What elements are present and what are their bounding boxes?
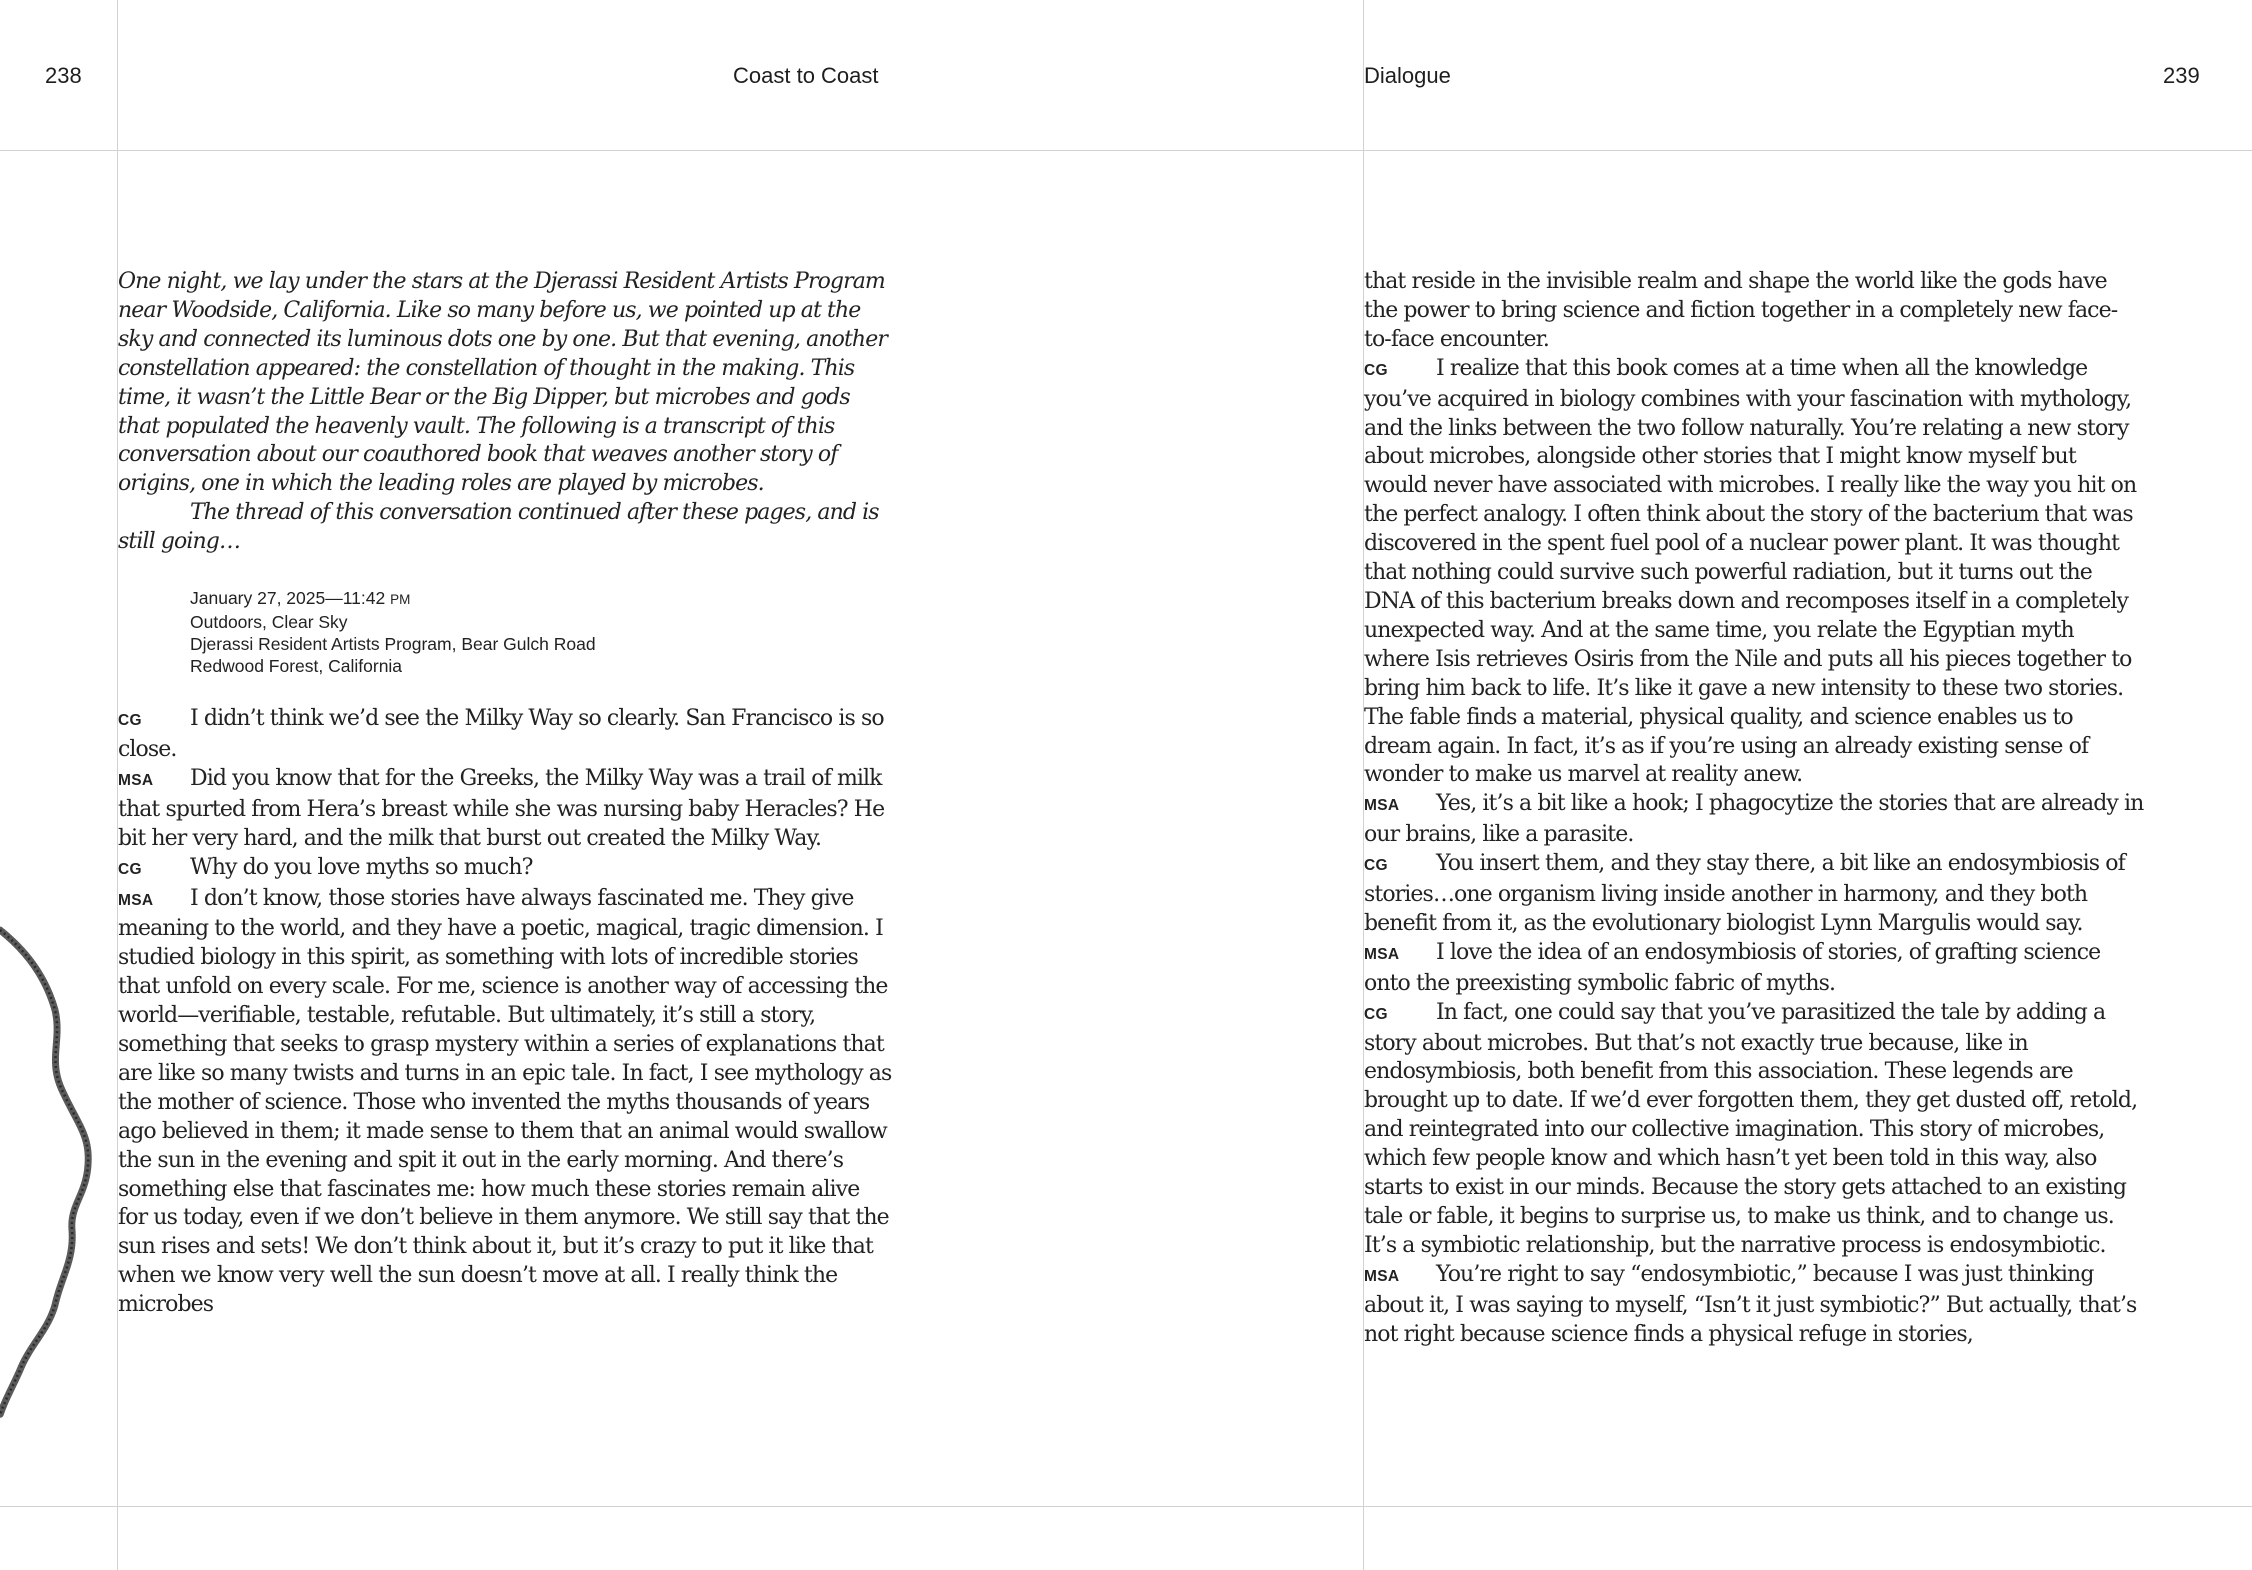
speaker-label: MSA xyxy=(118,891,154,909)
dialogue-turn-msa: MSA Yes, it’s a bit like a hook; I phagocytize the stories that are already in our brains, like a parasite. xyxy=(1364,791,2144,848)
meta-conditions: Outdoors, Clear Sky xyxy=(190,612,348,633)
left-page-number: 238 xyxy=(45,63,82,88)
dialogue-turn-msa: MSA I love the idea of an endosymbiosis of stories, of grafting science onto the preexisting symbolic fabric of myths. xyxy=(1364,939,2101,996)
speaker-label: MSA xyxy=(1364,797,1400,815)
footer-rule xyxy=(0,1506,2252,1507)
left-running-title: Coast to Coast xyxy=(733,63,879,88)
header-rule xyxy=(0,150,2252,151)
left-page-text xyxy=(118,268,893,1320)
continued-msa-text: that reside in the invisible realm and shape the world like the gods have the power to bring science and fiction together in a completely new face-to-face encounter. xyxy=(1364,269,2118,352)
speaker-label: MSA xyxy=(1364,1267,1400,1285)
speaker-label: CG xyxy=(1364,1005,1388,1023)
speaker-label: CG xyxy=(1364,857,1388,875)
dialogue-turn-cg: CG Why do you love myths so much? xyxy=(118,854,893,885)
speaker-label: CG xyxy=(118,712,142,730)
speaker-label: MSA xyxy=(118,771,154,789)
dialogue-turn-msa: MSA You’re right to say “endosymbiotic,” because I was just thinking about it, I was saying to myself, “Isn’t it just symbiotic?” But actually, that’s not right because science finds a physical refuge in stories, xyxy=(1364,1261,2137,1347)
dialogue-turn-cg: CG You insert them, and they stay there, a bit like an endosymbiosis of stories…one organism living inside another in harmony, and they both benefit from it, as the evolutionary biologist Lynn Margulis would say. xyxy=(1364,851,2125,936)
transcript-metadata xyxy=(190,587,893,677)
right-page-number: 239 xyxy=(2163,63,2200,88)
right-running-title: Dialogue xyxy=(1364,63,1451,88)
speaker-label: CG xyxy=(118,860,142,878)
speaker-label: MSA xyxy=(1364,945,1400,963)
meta-venue: Djerassi Resident Artists Program, Bear Gulch Road xyxy=(190,634,596,655)
intro-paragraph: The thread of this conversation continued after these pages, and is still going… xyxy=(118,500,879,555)
speaker-label: CG xyxy=(1364,361,1388,379)
dialogue-turn-msa: MSA Did you know that for the Greeks, the Milky Way was a trail of milk that spurted from Hera’s breast while she was nursing baby Heracles? He bit her very hard, and the milk that burst out created the Milky Way. xyxy=(118,765,885,851)
dialogue-turn-msa: MSA I don’t know, those stories have always fascinated me. They give meaning to the world, and they have a poetic, magical, tragic dimension. I studied biology in this spirit, as something with lots of incredible stories that unfold on every scale. For me, science is another way of accessing the world—verifiable, testable, refutable. But ultimately, it’s still a story, something that seeks to grasp mystery within a series of explanations that are like so many twists and turns in an epic tale. In fact, I see mythology as the mother of science. Those who invented the myths thousands of years ago believed in them; it made sense to them that an animal would swallow the sun in the evening and spit it out in the early morning. And there’s something else that fascinates me: how much these stories remain alive for us today, even if we don’t believe in them anymore. We still say that the sun rises and sets! We don’t think about it, but it’s crazy to put it like that when we know very well the sun doesn’t move at all. I really think the microbes xyxy=(118,885,892,1318)
intro-paragraph: One night, we lay under the stars at the Djerassi Resident Artists Program near Woodside, California. Like so many before us, we pointed up at the sky and connected its luminous dots one by one. But that evening, another constellation appeared: the constellation of thought in the making. This time, it wasn’t the Little Bear or the Big Dipper, but microbes and gods that populated the heavenly vault. The following is a transcript of this conversation about our coauthored book that weaves another story of origins, one in which the leading roles are played by microbes. xyxy=(118,269,887,497)
right-page-text xyxy=(1364,268,2144,1350)
meta-date: January 27, 2025—11:42 PM xyxy=(190,588,411,609)
meta-location: Redwood Forest, California xyxy=(190,656,403,677)
dialogue-turn-cg: CG I didn’t think we’d see the Milky Way so clearly. San Francisco is so close. xyxy=(118,706,884,762)
dialogue-turn-cg: CG I realize that this book comes at a time when all the knowledge you’ve acquired in biology combines with your fascination with mythology, and the links between the two follow naturally. You’re relating a new story about microbes, alongside other stories that I might know myself but would never have associated with microbes. I really like the way you hit on the perfect analogy. I often think about the story of the bacterium that was discovered in the spent fuel pool of a nuclear power plant. It was thought that nothing could survive such powerful radiation, but it turns out the DNA of this bacterium breaks down and recomposes itself in a completely unexpected way. And at the same time, you relate the Egyptian myth where Isis retrieves Osiris from the Nile and puts all his pieces together to bring him back to life. It’s like it gave a new intensity to these two stories. The fable finds a material, physical quality, and science enables us to dream again. In fact, it’s as if you’re using an already existing sense of wonder to make us marvel at reality anew. xyxy=(1364,355,2137,788)
squiggle-line-illustration xyxy=(0,920,110,1420)
dialogue-turn-cg: CG In fact, one could say that you’ve parasitized the tale by adding a story about microbes. But that’s not exactly true because, like in endosymbiosis, both benefit from this association. These legends are brought up to date. If we’d ever forgotten them, they get dusted off, retold, and reintegrated into our collective imagination. This story of microbes, which few people know and which hasn’t yet been told in this way, also starts to exist in our minds. Because the story gets attached to an existing tale or fable, it begins to surprise us, to make us think, and to change us. It’s a symbiotic relationship, but the narrative process is endosymbiotic. xyxy=(1364,999,2138,1258)
